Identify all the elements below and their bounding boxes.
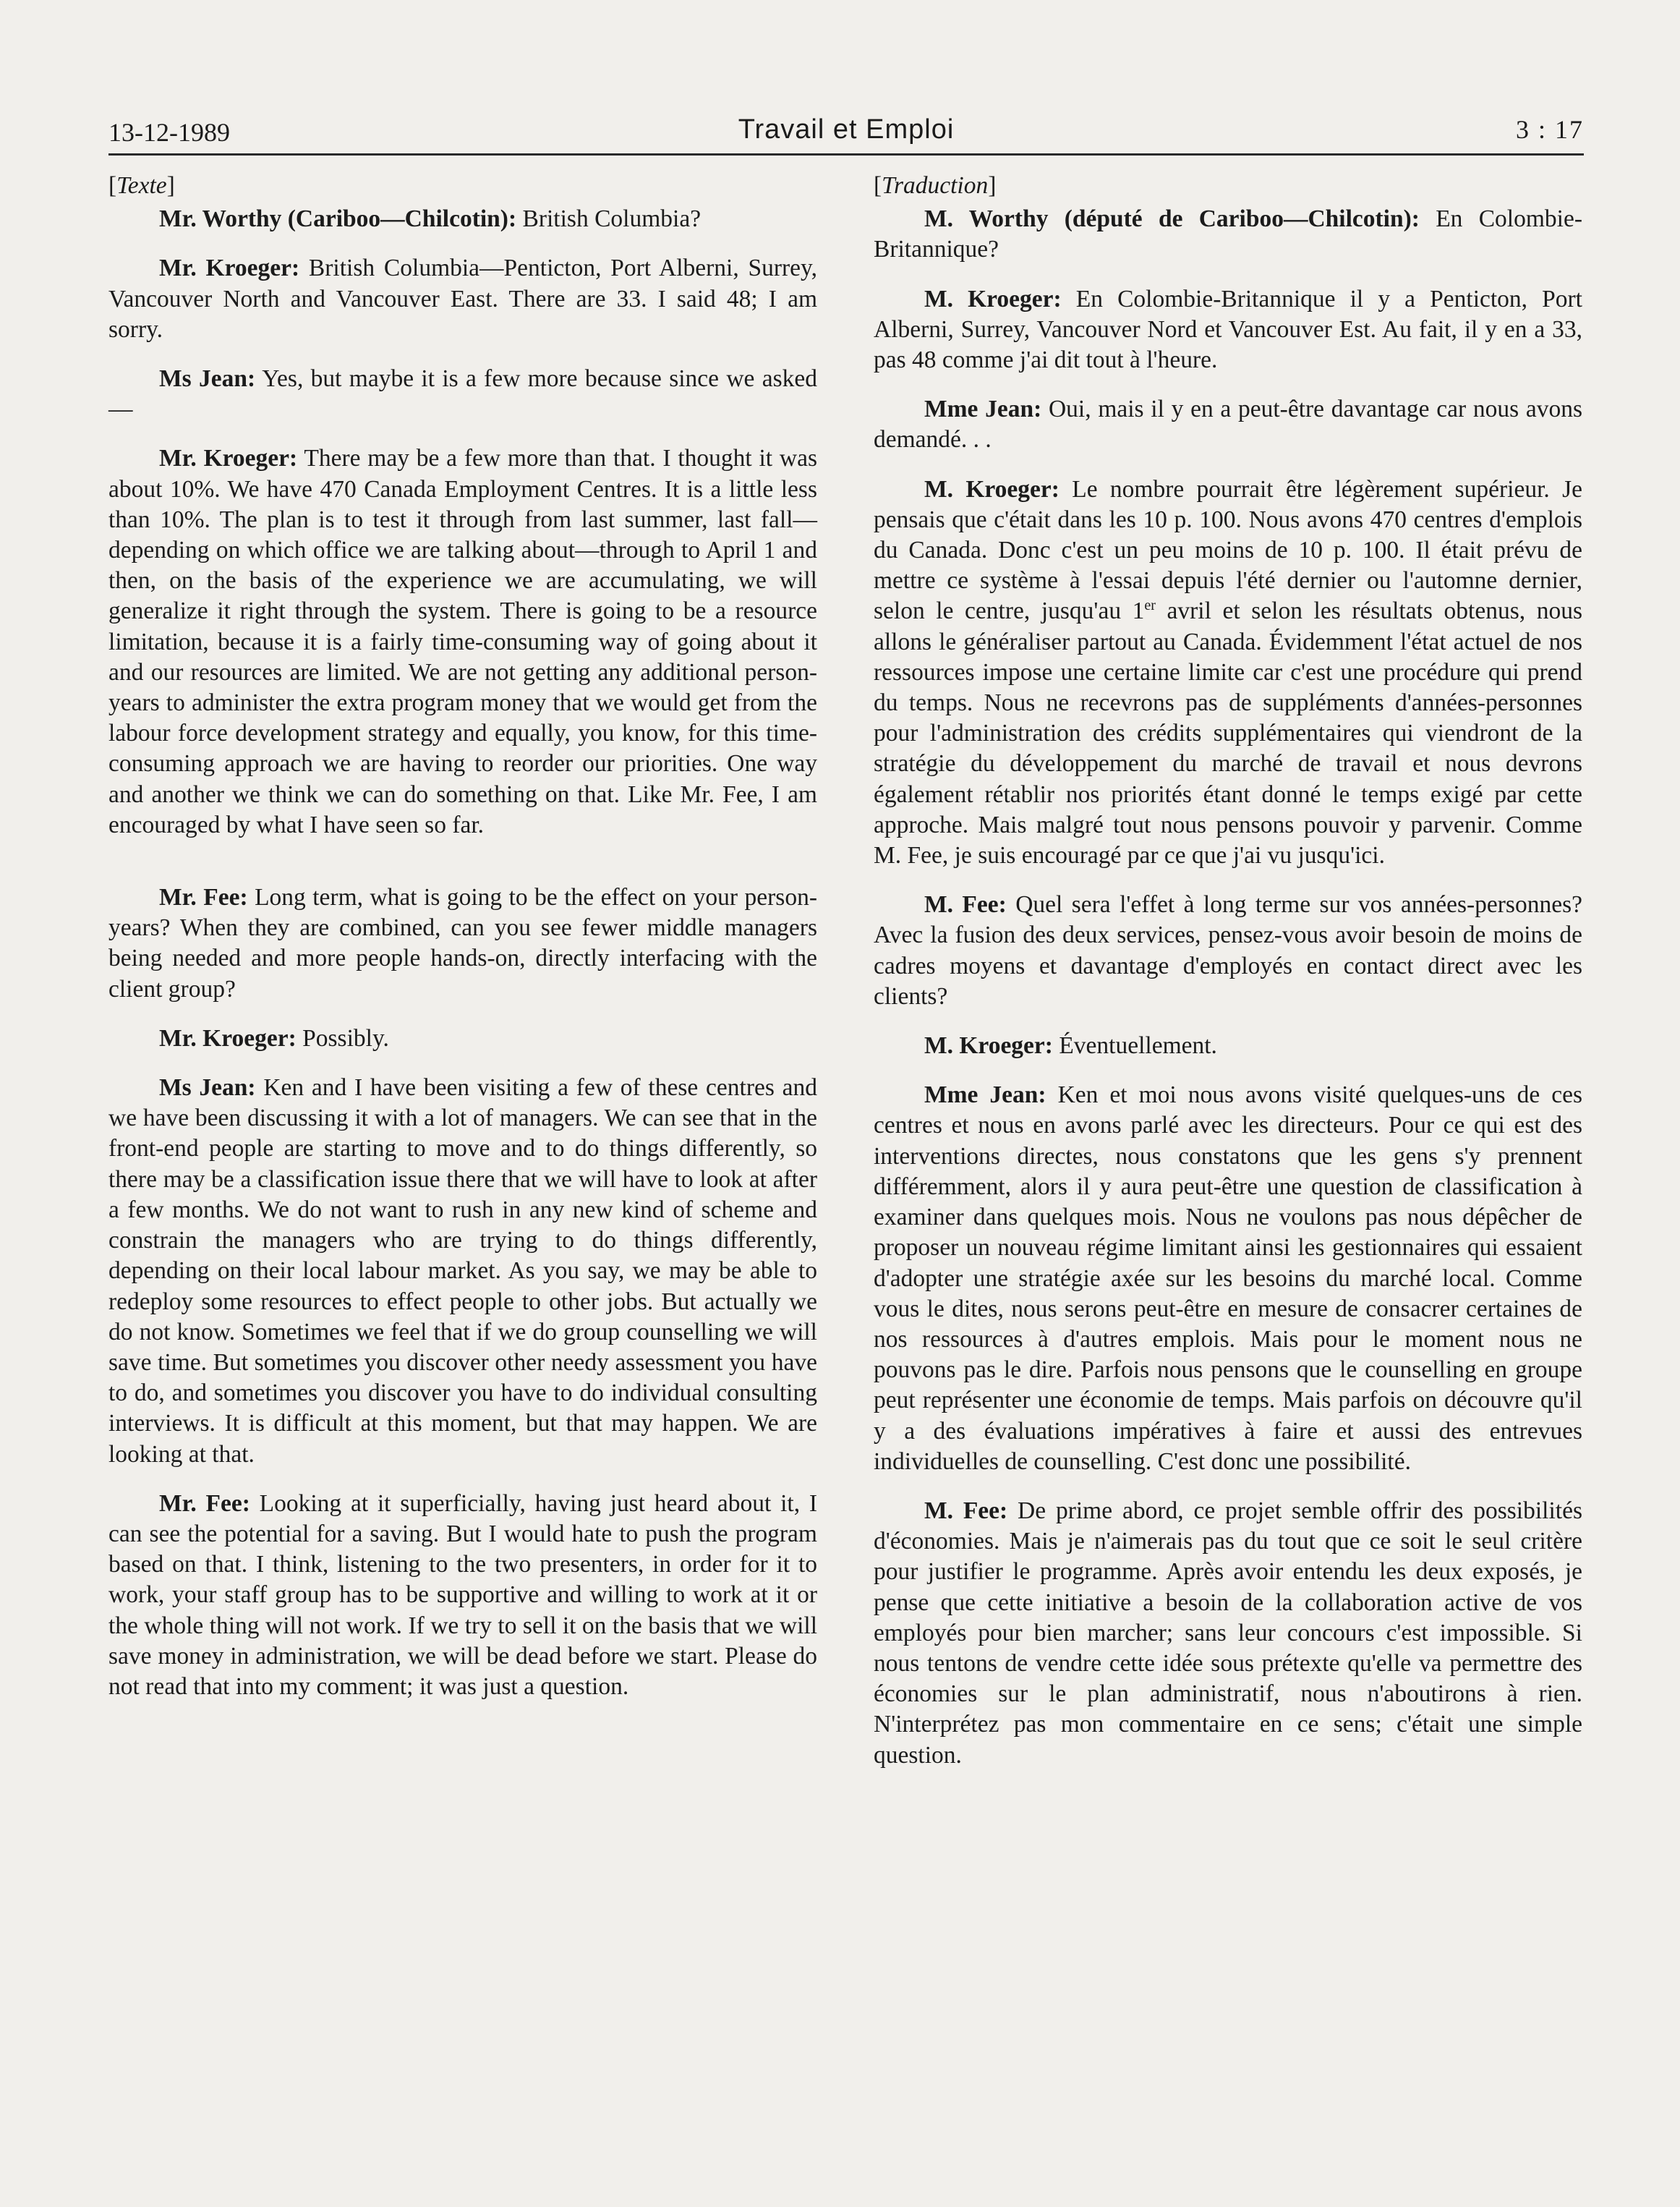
speaker-name: Mme Jean: [924,396,1042,423]
day-number: 1 [1132,598,1145,625]
paragraph [874,204,1582,265]
paragraph [108,1024,817,1054]
section-marker-traduction: [Traduction] [874,172,997,199]
paragraph [874,1496,1582,1771]
paragraph [874,890,1582,1012]
speaker-name: Mr. Kroeger: [159,445,298,472]
speech-text: Ken et moi nous avons visité quelques-uns de ces centres et nous en avons parlé avec les directeurs. Pour ce qui est des interventions directes, nous constatons que les gens s'y prennent différemment, alors il y aura peut-être une question de classification à examiner dans quelques mois. Nous ne voulons pas nous dépêcher de proposer un nouveau régime limitant ainsi les gestionnaires qui essaient d'adopter une stratégie axée sur les besoins du marché local. Comme vous le dites, nous serons peut-être en mesure de consacrer certaines de nos ressources à d'autres emplois. Mais pour le moment nous ne pouvons pas le dire. Parfois nous pensons que le counselling en groupe peut représenter une économie de temps. Mais parfois on découvre qu'il y a des évaluations impératives à faire et aussi des entrevues individuelles de counselling. C'est donc une possibilité. [874,1081,1582,1475]
speech-text: Possibly. [296,1024,389,1052]
speech-text: Oui, mais il y en a peut-être davantage car nous avons demandé. . . [874,396,1582,454]
superscript-er: er [1144,598,1156,614]
speech-text-continued: avril et selon les résultats obtenus, nous allons le généraliser partout au Canada. Évidemment l'état actuel de nos ressources impose une certaine limite car c'est une procédure qui prend du temps. Nous ne recevrons pas de suppléments d'années-personnes pour l'administration des crédits supplémentaires qui viendront de la stratégie du développement du marché de travail et nous devrons également rétablir nos priorités étant donné le temps exigé par cette approche. Mais malgré tout nous pensons pouvoir y parvenir. Comme M. Fee, je suis encouragé par ce que j'ai vu jusqu'ici. [874,598,1582,869]
speech-text: Long term, what is going to be the effect on your person-years? When they are combined, can you see fewer middle managers being needed and more people hands-on, directly interfacing with the client group? [108,884,817,1003]
header-date: 13-12-1989 [108,118,230,147]
speaker-name: Mr. Worthy (Cariboo—Chilcotin): [159,205,517,233]
speaker-name: M. Kroeger: [924,285,1062,312]
speaker-name: M. Fee: [924,891,1007,919]
speaker-name: Mr. Fee: [159,1489,250,1517]
speech-text: En Colombie-Britannique il y a Penticton, Port Alberni, Surrey, Vancouver Nord et Vancouver Est. Au fait, il y en a 33, pas 48 comme j'ai dit tout à l'heure. [874,285,1582,374]
speaker-name: Mr. Kroeger: [159,255,300,282]
paragraph [874,284,1582,376]
speech-text: Le nombre pourrait être légèrement supérieur. Je pensais que c'était dans les 10 p. 100. Nous avons 470 centres d'emplois du Canada. Donc c'est un peu moins de 10 p. 100. Il était prévu de mettre ce système à l'essai depuis l'été dernier ou l'automne dernier, selon le centre, jusqu'au [874,475,1582,625]
right-column-french [874,171,1582,1790]
speech-text: There may be a few more than that. I thought it was about 10%. We have 470 Canada Employment Centres. It is a little less than 10%. The plan is to test it through from last summer, last fall—depending on which office we are talking about—through to April 1 and then, on the basis of the experience we are accumulating, we will generalize it right through the system. There is going to be a resource limitation, because it is a fairly time-consuming way of going about it and our resources are limited. We are not getting any additional person-years to administer the extra program money that we would get from the labour force development strategy and equally, you know, for this time-consuming approach we are having to reorder our priorities. One way and another we think we can do something on that. Like Mr. Fee, I am encouraged by what I have seen so far. [108,445,817,838]
speech-text: En Colombie-Britannique? [874,205,1582,263]
header-page-number: 3 : 17 [1515,115,1584,144]
speaker-name: M. Kroeger: [924,475,1059,503]
speaker-name: Ms Jean: [159,1074,256,1102]
paragraph [108,204,817,234]
speaker-name: M. Worthy (député de Cariboo—Chilcotin): [924,205,1420,233]
left-column-english [108,171,817,1721]
speech-text: Looking at it superficially, having just heard about it, I can see the potential for a saving. But I would hate to push the program based on that. I think, listening to the two presenters, in order for it to work, your staff group has to be supportive and willing to work at it or the whole thing will not work. If we try to sell it on the basis that we will save money in administration, we will be dead before we start. Please do not read that into my comment; it was just a question. [108,1489,817,1700]
paragraph [108,364,817,425]
paragraph [108,1073,817,1470]
speech-text: British Columbia—Penticton, Port Alberni, Surrey, Vancouver North and Vancouver East. There are 33. I said 48; I am sorry. [108,255,817,343]
page-header [108,107,1584,156]
paragraph [874,475,1582,872]
header-title: Travail et Emploi [738,114,955,145]
paragraph [108,253,817,345]
speech-text: Éventuellement. [1052,1032,1217,1060]
speech-text: Quel sera l'effet à long terme sur vos années-personnes? Avec la fusion des deux services, pensez-vous avoir besoin de moins de cadres moyens et davantage d'employés en contact direct avec les clients? [874,891,1582,1010]
speaker-name: Ms Jean: [159,365,256,393]
speaker-name: Mr. Fee: [159,884,248,911]
paragraph [874,1080,1582,1477]
speech-text: British Columbia? [516,205,702,233]
speech-text: De prime abord, ce projet semble offrir des possibilités d'économies. Mais je n'aimerais pas du tout que ce soit le seul critère pour justifier le programme. Après avoir entendu les deux exposés, je pense que cette initiative a besoin de la collaboration active de vos employés pour bien marcher; sans leur concours c'est impossible. Si nous tentons de vendre cette idée sous prétexte qu'elle va permettre des économies sur le plan administratif, nous n'aboutirons à rien. N'interprétez pas mon commentaire en ce sens; c'était une simple question. [874,1497,1582,1769]
speaker-name: M. Fee: [924,1497,1008,1524]
paragraph [108,443,817,841]
speaker-name: M. Kroeger: [924,1032,1053,1060]
paragraph [108,1489,817,1702]
paragraph [108,883,817,1005]
speech-text: Yes, but maybe it is a few more because since we asked— [108,365,818,423]
speech-text: Ken and I have been visiting a few of these centres and we have been discussing it with a lot of managers. We can see that in the front-end people are starting to move and to do things differently, so there may be a classification issue there that we will have to look at after a few months. We do not want to rush in any new kind of scheme and constrain the managers who are trying to do things differently, depending on their local labour market. As you say, we may be able to redeploy some resources to effect people to other jobs. But actually we do not know. Sometimes we feel that if we do group counselling we will save time. But sometimes you discover other needy assessment you have to do, and sometimes you discover you have to do individual consulting interviews. It is difficult at this moment, but that may happen. We are looking at that. [108,1074,817,1468]
speaker-name: Mme Jean: [924,1081,1046,1109]
paragraph [874,1031,1582,1061]
section-marker-texte: [Texte] [108,172,175,199]
speaker-name: Mr. Kroeger: [159,1024,297,1052]
paragraph [874,394,1582,455]
